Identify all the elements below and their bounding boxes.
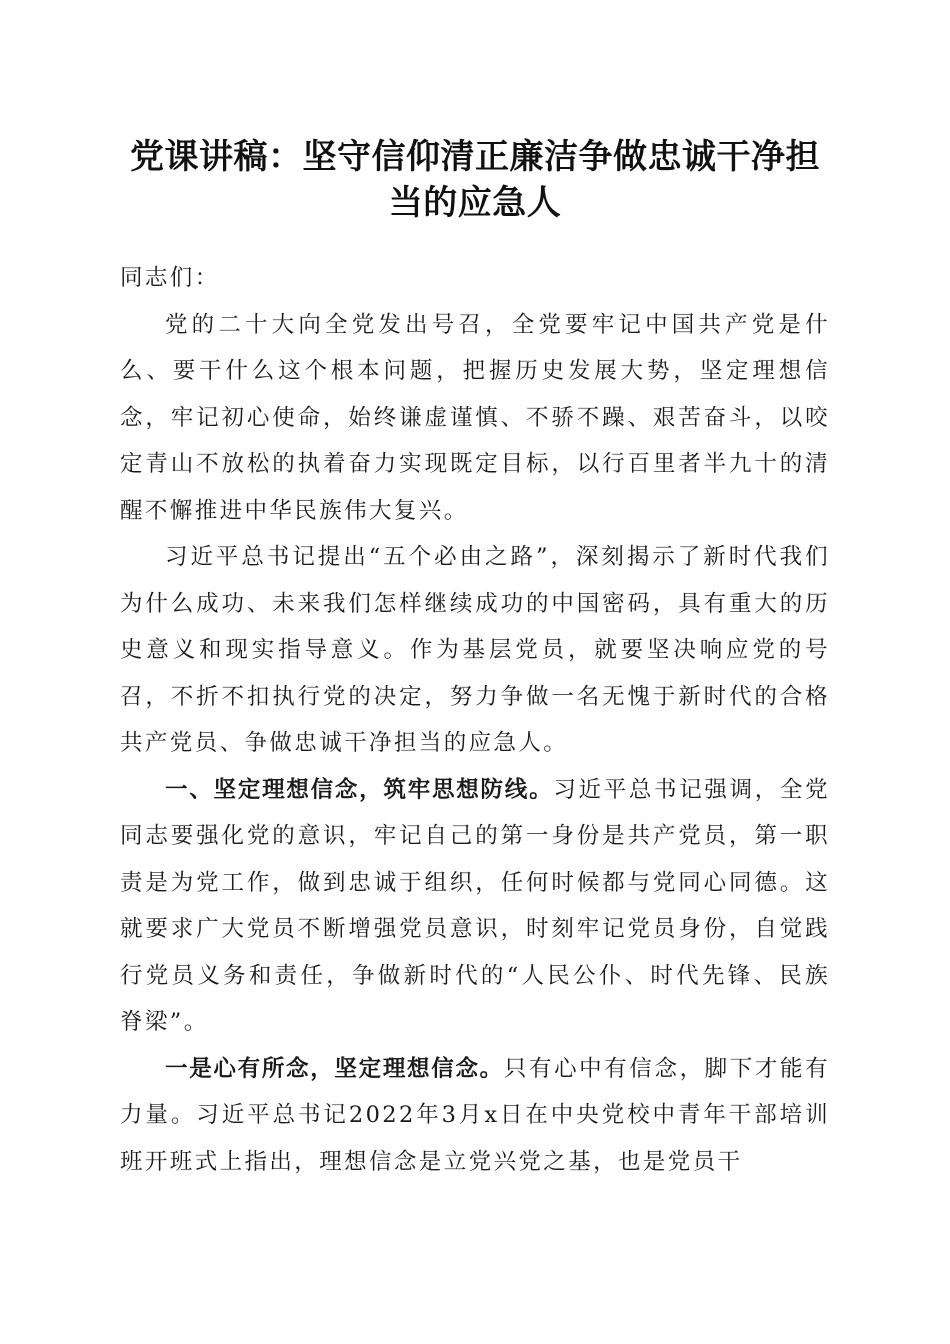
paragraph-2 (120, 534, 830, 767)
title-line-2: 当的应急人 (388, 183, 562, 223)
paragraph-text: 只有心中有信念，脚下才能有力量。习近平总书记2022年3月x日在中央党校中青年干部培训班开班式上指出，理想信念是立党兴党之基，也是党员干 (120, 1055, 830, 1175)
paragraph-3 (120, 767, 830, 1046)
paragraph-text: 习近平总书记强调，全党同志要强化党的意识，牢记自己的第一身份是共产党员，第一职责是为党工作，做到忠诚于组织，任何时候都与党同心同德。这就要求广大党员不断增强党员意识，时刻牢记党员身份，自觉践行党员义务和责任，争做新时代的“人民公仆、时代先锋、民族脊梁”。 (120, 776, 830, 1035)
title-line-1: 党课讲稿：坚守信仰清正廉洁争做忠诚干净担 (130, 137, 820, 177)
salutation: 同志们： (120, 265, 220, 291)
paragraph-1 (120, 302, 830, 535)
section-heading: 一、坚定理想信念，筑牢思想防线。 (165, 776, 554, 803)
paragraph-text: 习近平总书记提出“五个必由之路”，深刻揭示了新时代我们为什么成功、未来我们怎样继续成功的中国密码，具有重大的历史意义和现实指导意义。作为基层党员，就要坚决响应党的号召，不折不扣执行党的决定，努力争做一名无愧于新时代的合格共产党员、争做忠诚干净担当的应急人。 (120, 544, 830, 756)
document-title (100, 134, 850, 226)
document-body (120, 255, 830, 1185)
paragraph-text: 党的二十大向全党发出号召，全党要牢记中国共产党是什么、要干什么这个根本问题，把握历史发展大势，坚定理想信念，牢记初心使命，始终谦虚谨慎、不骄不躁、艰苦奋斗，以咬定青山不放松的执着奋力实现既定目标，以行百里者半九十的清醒不懈推进中华民族伟大复兴。 (120, 311, 830, 524)
subsection-heading: 一是心有所念，坚定理想信念。 (165, 1055, 504, 1082)
paragraph-4 (120, 1046, 830, 1186)
